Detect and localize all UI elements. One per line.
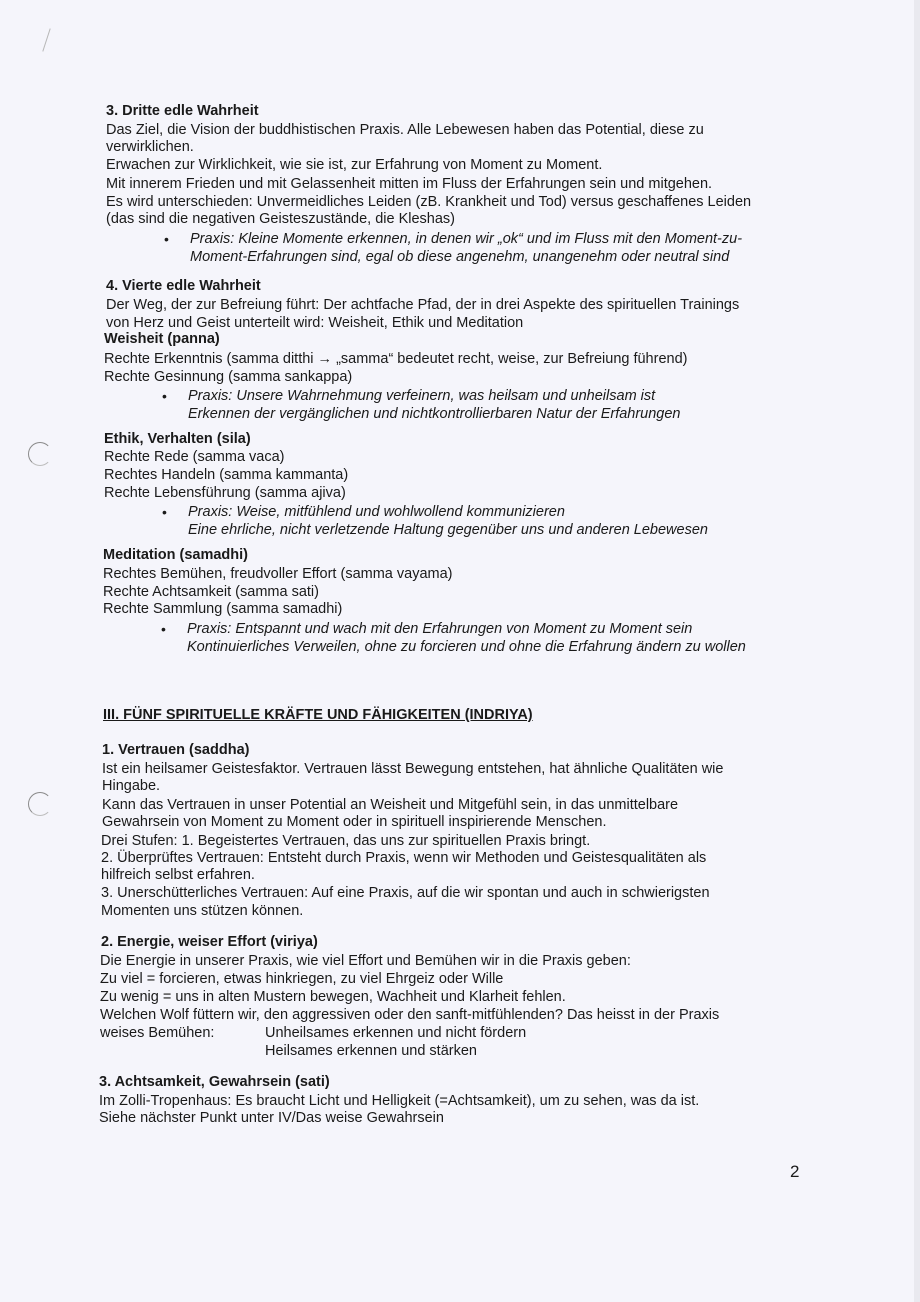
text-line: 3. Unerschütterliches Vertrauen: Auf eine Praxis, auf die wir spontan und auch in schwierigsten [101,885,710,901]
text-line: Rechte Sammlung (samma samadhi) [103,601,343,617]
text-line: Mit innerem Frieden und mit Gelassenheit mitten im Fluss der Erfahrungen sein und mitgehen. [106,176,713,192]
praxis-line: Praxis: Unsere Wahrnehmung verfeinern, was heilsam und unheilsam ist [188,388,656,404]
subheading: Ethik, Verhalten (sila) [104,431,251,447]
text-line: Rechte Lebensführung (samma ajiva) [104,485,346,501]
punch-hole-bottom [28,792,52,816]
praxis-line: Praxis: Kleine Momente erkennen, in denen wir „ok“ und im Fluss mit den Moment-zu- [190,231,743,247]
text-line: Erwachen zur Wirklichkeit, wie sie ist, zur Erfahrung von Moment zu Moment. [106,157,603,173]
text-line: Hingabe. [102,778,161,794]
text-line: Der Weg, der zur Befreiung führt: Der achtfache Pfad, der in drei Aspekte des spirituellen Trainings [106,297,740,313]
praxis-line: Erkennen der vergänglichen und nichtkontrollierbaren Natur der Erfahrungen [188,406,681,422]
text-line: weises Bemühen: [100,1025,215,1041]
text-line: Zu wenig = uns in alten Mustern bewegen, Wachheit und Klarheit fehlen. [100,989,566,1005]
text-line: Welchen Wolf füttern wir, den aggressiven oder den sanft-mitfühlenden? Das heisst in der Praxis [100,1007,720,1023]
text-line: Momenten uns stützen können. [101,903,304,919]
text-line: von Herz und Geist unterteilt wird: Weisheit, Ethik und Meditation [106,315,524,331]
part-title: III. FÜNF SPIRITUELLE KRÄFTE UND FÄHIGKEITEN (INDRIYA) [103,707,533,723]
text-line: Drei Stufen: 1. Begeistertes Vertrauen, das uns zur spirituellen Praxis bringt. [101,833,591,849]
subheading: Meditation (samadhi) [103,547,249,563]
text-line: Kann das Vertrauen in unser Potential an Weisheit und Mitgefühl sein, in das unmittelbare [102,797,679,813]
page-number: 2 [790,1162,800,1181]
section-heading: 4. Vierte edle Wahrheit [106,278,261,294]
section-heading: 1. Vertrauen (saddha) [102,742,250,758]
praxis-line: Kontinuierliches Verweilen, ohne zu forcieren und ohne die Erfahrung ändern zu wollen [187,639,746,655]
section-heading: 3. Dritte edle Wahrheit [106,103,259,119]
text-line: Zu viel = forcieren, etwas hinkriegen, zu viel Ehrgeiz oder Wille [100,971,504,987]
praxis-line: Moment-Erfahrungen sind, egal ob diese angenehm, unangenehm oder neutral sind [190,249,730,265]
bullet: • [162,504,167,520]
text-line: hilfreich selbst erfahren. [101,867,255,883]
text-line: Im Zolli-Tropenhaus: Es braucht Licht und Helligkeit (=Achtsamkeit), um zu sehen, was da ist. [99,1093,700,1109]
punch-hole-top [28,442,52,466]
text-line: Rechte Gesinnung (samma sankappa) [104,369,353,385]
text-line: 2. Überprüftes Vertrauen: Entsteht durch Praxis, wenn wir Methoden und Geistesqualitäten als [101,850,707,866]
text-line: Ist ein heilsamer Geistesfaktor. Vertrauen lässt Bewegung entstehen, hat ähnliche Qualitäten wie [102,761,724,777]
text-line: Rechtes Bemühen, freudvoller Effort (samma vayama) [103,566,453,582]
text-line: Rechte Achtsamkeit (samma sati) [103,584,319,600]
text-line: Es wird unterschieden: Unvermeidliches Leiden (zB. Krankheit und Tod) versus geschaffenes Leiden [106,194,752,210]
section-heading: 3. Achtsamkeit, Gewahrsein (sati) [99,1074,330,1090]
praxis-line: Praxis: Entspannt und wach mit den Erfahrungen von Moment zu Moment sein [187,621,693,637]
text-line: Siehe nächster Punkt unter IV/Das weise Gewahrsein [99,1110,444,1126]
text-line: verwirklichen. [106,139,194,155]
text-line: Rechtes Handeln (samma kammanta) [104,467,349,483]
page-edge-shadow [914,0,920,1302]
text-line: (das sind die negativen Geisteszustände, die Kleshas) [106,211,456,227]
section-heading: 2. Energie, weiser Effort (viriya) [101,934,318,950]
text-line: Heilsames erkennen und stärken [265,1043,477,1059]
text-line: Rechte Rede (samma vaca) [104,449,285,465]
scan-mark [42,28,50,51]
bullet: • [162,388,167,404]
text-line: Die Energie in unserer Praxis, wie viel Effort und Bemühen wir in die Praxis geben: [100,953,631,969]
bullet: • [161,621,166,637]
praxis-line: Eine ehrliche, nicht verletzende Haltung gegenüber uns und anderen Lebewesen [188,522,708,538]
subheading: Weisheit (panna) [104,331,220,347]
text-line: Das Ziel, die Vision der buddhistischen Praxis. Alle Lebewesen haben das Potential, diese zu [106,122,704,138]
text-line: Rechte Erkenntnis (samma ditthi → „samma“ bedeutet recht, weise, zur Befreiung führend) [104,351,688,367]
text-line: Gewahrsein von Moment zu Moment oder in spirituell inspirierende Menschen. [102,814,607,830]
bullet: • [164,231,169,247]
praxis-line: Praxis: Weise, mitfühlend und wohlwollend kommunizieren [188,504,565,520]
text-line: Unheilsames erkennen und nicht fördern [265,1025,527,1041]
